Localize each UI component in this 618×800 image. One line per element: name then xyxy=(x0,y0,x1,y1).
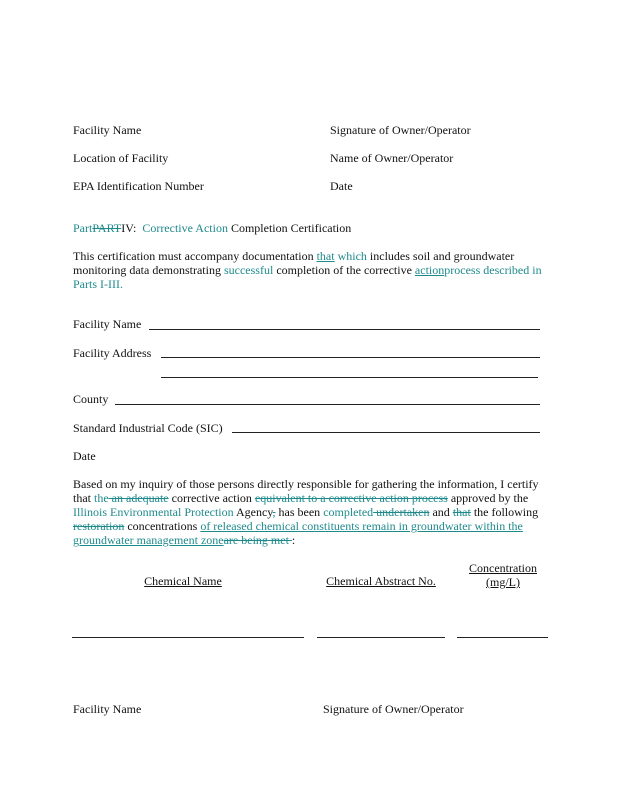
intro-text-2: includes soil and groundwater monitoring data demonstrating xyxy=(73,249,515,277)
header-concentration: Concentration xyxy=(469,561,537,575)
bottom-facility-name-label: Facility Name xyxy=(73,702,142,716)
cert-that: that xyxy=(452,505,471,519)
intro-that: that xyxy=(316,249,335,263)
cert-equivalent: equivalent to a corrective action process xyxy=(254,491,448,505)
certification-paragraph xyxy=(73,477,543,547)
intro-process: process xyxy=(444,263,481,277)
intro-which: which xyxy=(334,249,367,263)
cert-concentrations: concentrations xyxy=(124,519,201,533)
facility-address-line-1[interactable] xyxy=(161,357,540,358)
cas-no-line[interactable] xyxy=(317,637,445,638)
cert-text-3: approved by the xyxy=(447,491,529,505)
cert-text-4: has been xyxy=(275,505,324,519)
top-owner-name-label: Name of Owner/Operator xyxy=(330,151,454,165)
form-sic-label: Standard Industrial Code (SIC) xyxy=(73,421,223,435)
title-rest: Completion Certification xyxy=(227,221,352,235)
cert-are-being-met: are being met xyxy=(223,533,292,547)
chemical-name-line[interactable] xyxy=(72,637,304,638)
section-title xyxy=(73,221,351,236)
form-county-label: County xyxy=(73,392,109,406)
top-location-label: Location of Facility xyxy=(73,151,169,165)
form-facility-address-label: Facility Address xyxy=(73,346,152,360)
cert-completed: completed xyxy=(323,505,374,519)
intro-text-1: This certification must accompany documentation xyxy=(73,249,317,263)
cert-colon: : xyxy=(291,533,296,547)
cert-agency: Agency xyxy=(235,505,273,519)
top-signature-label: Signature of Owner/Operator xyxy=(330,123,471,137)
title-corrective: Corrective Action xyxy=(142,221,228,235)
county-line[interactable] xyxy=(115,404,540,405)
title-part-deleted: PART xyxy=(92,221,122,235)
cert-text-2: corrective action xyxy=(168,491,255,505)
cert-an-adequate: an adequate xyxy=(108,491,169,505)
sic-line[interactable] xyxy=(232,432,540,433)
intro-action: action xyxy=(414,263,445,277)
cert-released: of released chemical constituents remain in groundwater within the groundwater management zone xyxy=(73,519,523,547)
cert-and: and xyxy=(429,505,453,519)
top-epa-id-label: EPA Identification Number xyxy=(73,179,204,193)
bottom-signature-label: Signature of Owner/Operator xyxy=(323,702,464,716)
cert-comma: , xyxy=(272,505,276,519)
form-facility-name-label: Facility Name xyxy=(73,317,142,331)
title-part-inserted: Part xyxy=(73,221,93,235)
facility-name-line[interactable] xyxy=(149,329,540,330)
form-date-label: Date xyxy=(73,449,96,463)
header-cas-no: Chemical Abstract No. xyxy=(326,574,436,588)
cert-illinois: Illinois Environmental Protection xyxy=(73,505,236,519)
top-facility-name-label: Facility Name xyxy=(73,123,142,137)
cert-restoration: restoration xyxy=(73,519,125,533)
header-unit: (mg/L) xyxy=(486,575,520,589)
concentration-line[interactable] xyxy=(457,637,548,638)
intro-paragraph xyxy=(73,249,543,291)
intro-text-3: completion of the corrective xyxy=(273,263,415,277)
intro-described: described in Parts I-III. xyxy=(73,263,542,291)
cert-text-5: the following xyxy=(470,505,539,519)
facility-address-line-2[interactable] xyxy=(161,377,538,378)
top-date-label: Date xyxy=(330,179,353,193)
cert-undertaken: undertaken xyxy=(373,505,430,519)
title-roman: IV: xyxy=(121,221,143,235)
cert-the: the xyxy=(94,491,109,505)
header-chemical-name: Chemical Name xyxy=(144,574,222,588)
intro-successful: successful xyxy=(223,263,274,277)
cert-text-1: Based on my inquiry of those persons directly responsible for gathering the information, I certify that xyxy=(73,477,539,505)
